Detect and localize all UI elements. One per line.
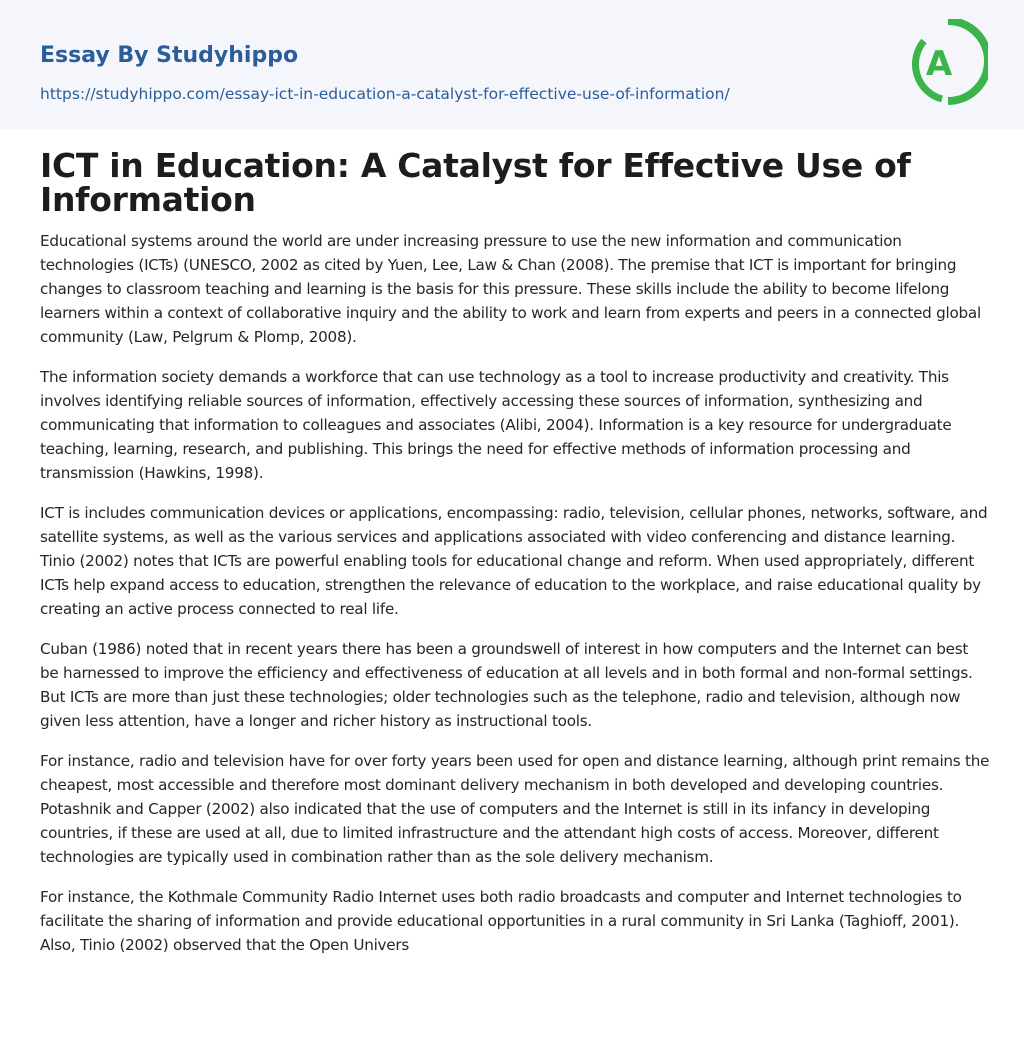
essay-url-link[interactable]: https://studyhippo.com/essay-ict-in-education-a-catalyst-for-effective-use-of-information/ <box>40 85 730 103</box>
essay-paragraph: Educational systems around the world are under increasing pressure to use the new information and communication technologies (ICTs) (UNESCO, 2002 as cited by Yuen, Lee, Law & Chan (2008). The premise that ICT is important for bringing changes to classroom teaching and learning is the basis for this pressure. These skills include the ability to become lifelong learners within a context of collaborative inquiry and the ability to work and learn from experts and peers in a connected global community (Law, Pelgrum & Plomp, 2008). <box>40 232 981 346</box>
logo-letter: A <box>925 44 953 84</box>
essay-paragraph: Cuban (1986) noted that in recent years there has been a groundswell of interest in how computers and the Internet can best be harnessed to improve the efficiency and effectiveness of education at all levels and in both formal and non-formal settings. But ICTs are more than just these technologies; older technologies such as the telephone, radio and television, although now given less attention, have a longer and richer history as instructional tools. <box>40 640 973 730</box>
essay-title: ICT in Education: A Catalyst for Effective Use of Information <box>40 146 911 219</box>
essay-paragraph: The information society demands a workforce that can use technology as a tool to increase productivity and creativity. This involves identifying reliable sources of information, effectively accessing these sources of information, synthesizing and communicating that information to colleagues and associates (Alibi, 2004). Information is a key resource for undergraduate teaching, learning, research, and publishing. This brings the need for effective methods of information processing and transmission (Hawkins, 1998). <box>40 368 952 482</box>
essay-paragraph: For instance, radio and television have for over forty years been used for open and distance learning, although print remains the cheapest, most accessible and therefore most dominant delivery mechanism in both developed and developing countries. Potashnik and Capper (2002) also indicated that the use of computers and the Internet is still in its infancy in developing countries, if these are used at all, due to limited infrastructure and the attendant high costs of access. Moreover, different technologies are typically used in combination rather than as the sole delivery mechanism. <box>40 752 990 866</box>
essay-paragraph: For instance, the Kothmale Community Radio Internet uses both radio broadcasts and computer and Internet technologies to facilitate the sharing of information and provide educational opportunities in a rural community in Sri Lanka (Taghioff, 2001). Also, Tinio (2002) observed that the Open Univers <box>40 888 962 954</box>
site-title[interactable]: Essay By Studyhippo <box>40 43 299 68</box>
essay-paragraph: ICT is includes communication devices or applications, encompassing: radio, television, cellular phones, networks, software, and satellite systems, as well as the various services and applications associated with video conferencing and distance learning. Tinio (2002) notes that ICTs are powerful enabling tools for educational change and reform. When used appropriately, different ICTs help expand access to education, strengthen the relevance of education to the workplace, and raise educational quality by creating an active process connected to real life. <box>40 504 988 618</box>
essay-body <box>40 229 990 973</box>
